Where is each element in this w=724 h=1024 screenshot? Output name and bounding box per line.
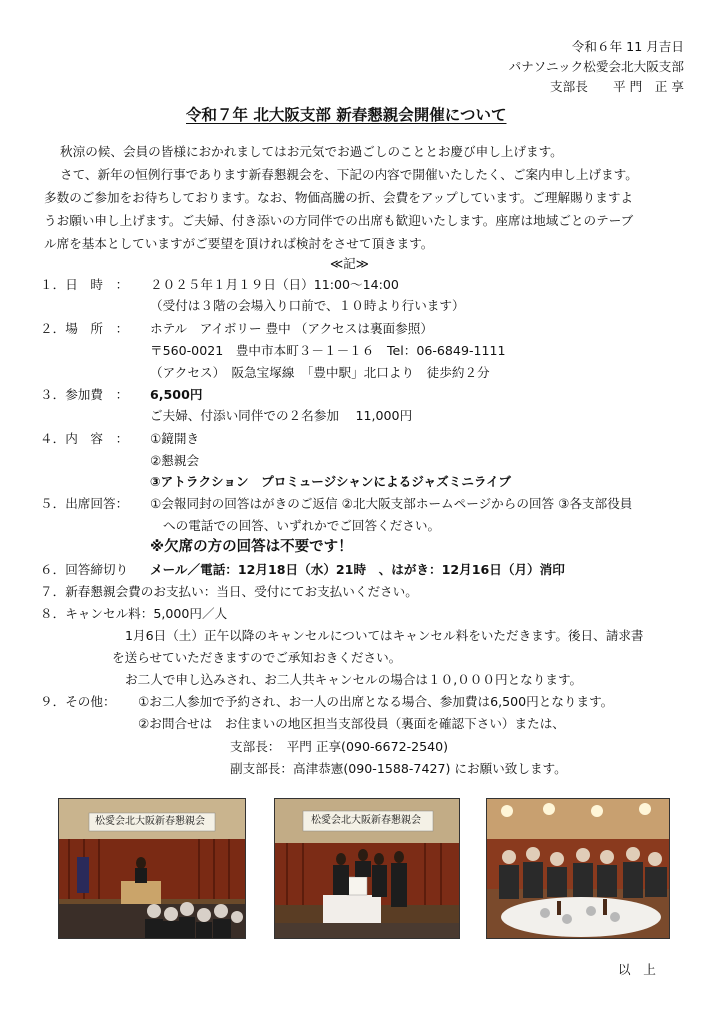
closing-mark: 以 上 [618, 962, 656, 977]
organization-name: パナソニック松愛会北大阪支部 [508, 59, 684, 74]
item9-line-2: ②お問合せは お住まいの地区担当支部役員（裏面を確認下さい）または、 [138, 716, 565, 731]
item1-datetime: ２０２５年１月１９日（日）11:00～14:00 [150, 277, 399, 292]
item3-fee: 6,500円 [150, 387, 203, 402]
item6-label: ６．回答締切り [40, 562, 129, 577]
item8-line-1: 1月6日（土）正午以降のキャンセルについてはキャンセル料をいただきます。後日、請求書 [125, 628, 644, 643]
item5-absence-note: ※欠席の方の回答は不要です！ [150, 539, 353, 555]
event-photo-3 [486, 798, 670, 939]
intro-line-1: 秋涼の候、会員の皆様におかれましてはお元気でお過ごしのこととお慶び申し上げます。 [60, 144, 563, 159]
intro-line-4: うお願い申し上げます。ご夫婦、付き添いの方同伴での出席も歓迎いたします。座席は地域ごとのテーブ [44, 213, 634, 228]
item8-line-2: を送らせていただきますのでご承知おきください。 [112, 650, 402, 665]
item8-cancel-fee: ８．キャンセル料：5,000円／人 [40, 606, 228, 621]
item9-line-1: ①お二人参加で予約され、お一人の出席となる場合、参加費は6,500円となります。 [138, 694, 614, 709]
item8-line-3: お二人で申し込みされ、お二人共キャンセルの場合は１０,０００円となります。 [125, 672, 583, 687]
banner-2-text: 松愛会北大阪新春懇親会 [311, 815, 421, 826]
item7-payment: ７．新春懇親会費のお支払い：当日、受付にてお支払いください。 [40, 584, 418, 599]
item2-address: 〒560-0021 豊中市本町３－１－１６ Tel：06-6849-1111 [150, 343, 506, 358]
item5-methods-cont: への電話での回答、いずれかでご回答ください。 [163, 518, 441, 533]
item9-contact-1: 支部長： 平門 正享(090-6672-2540) [230, 739, 449, 754]
item2-venue: ホテル アイボリー 豊中 （アクセスは裏面参照） [150, 321, 433, 336]
item4-program-2: ②懇親会 [150, 453, 200, 468]
item3-couple-fee: ご夫婦、付添い同伴での２名参加 11,000円 [150, 408, 413, 423]
item5-label: ５．出席回答： [40, 496, 129, 511]
item9-label: ９．その他： [40, 694, 116, 709]
item1-reception: （受付は３階の会場入り口前で、１０時より行います） [150, 298, 465, 313]
item1-label: １．日 時 ： [40, 277, 129, 292]
item2-label: ２．場 所 ： [40, 321, 129, 336]
item2-access: （アクセス） 阪急宝塚線 「豊中駅」北口より 徒歩約２分 [150, 365, 490, 380]
event-photo-1 [58, 798, 246, 939]
document-title: 令和７年 北大阪支部 新春懇親会開催について [186, 106, 507, 124]
item4-label: ４．内 容 ： [40, 431, 129, 446]
item9-contact-2: 副支部長：高津恭憲(090-1588-7427) にお願い致します。 [230, 761, 567, 776]
item4-program-1: ①鏡開き [150, 431, 200, 446]
intro-line-2: さて、新年の恒例行事であります新春懇親会を、下記の内容で開催いたしたく、ご案内申し上げます。 [60, 167, 638, 182]
ki-heading: ≪記≫ [330, 256, 369, 271]
intro-line-5: ル席を基本としていますがご要望を頂ければ検討をさせて頂きます。 [44, 236, 434, 251]
item6-deadline: メール／電話：12月18日（水）21時 、はがき：12月16日（月）消印 [150, 562, 565, 577]
issue-date: 令和６年 11 月吉日 [571, 39, 684, 54]
event-photo-2 [274, 798, 460, 939]
item3-label: ３．参加費 ： [40, 387, 129, 402]
sender-name: 支部長 平 門 正 享 [550, 79, 684, 94]
item5-methods: ①会報同封の回答はがきのご返信 ②北大阪支部ホームページからの回答 ③各支部役員 [150, 496, 633, 511]
intro-line-3: 多数のご参加をお待ちしております。なお、物価高騰の折、会費をアップしています。ご理解賜りますよ [44, 190, 634, 205]
item4-program-3: ③アトラクション プロミュージシャンによるジャズミニライブ [150, 474, 511, 489]
banner-1-text: 松愛会北大阪新春懇親会 [95, 816, 205, 827]
